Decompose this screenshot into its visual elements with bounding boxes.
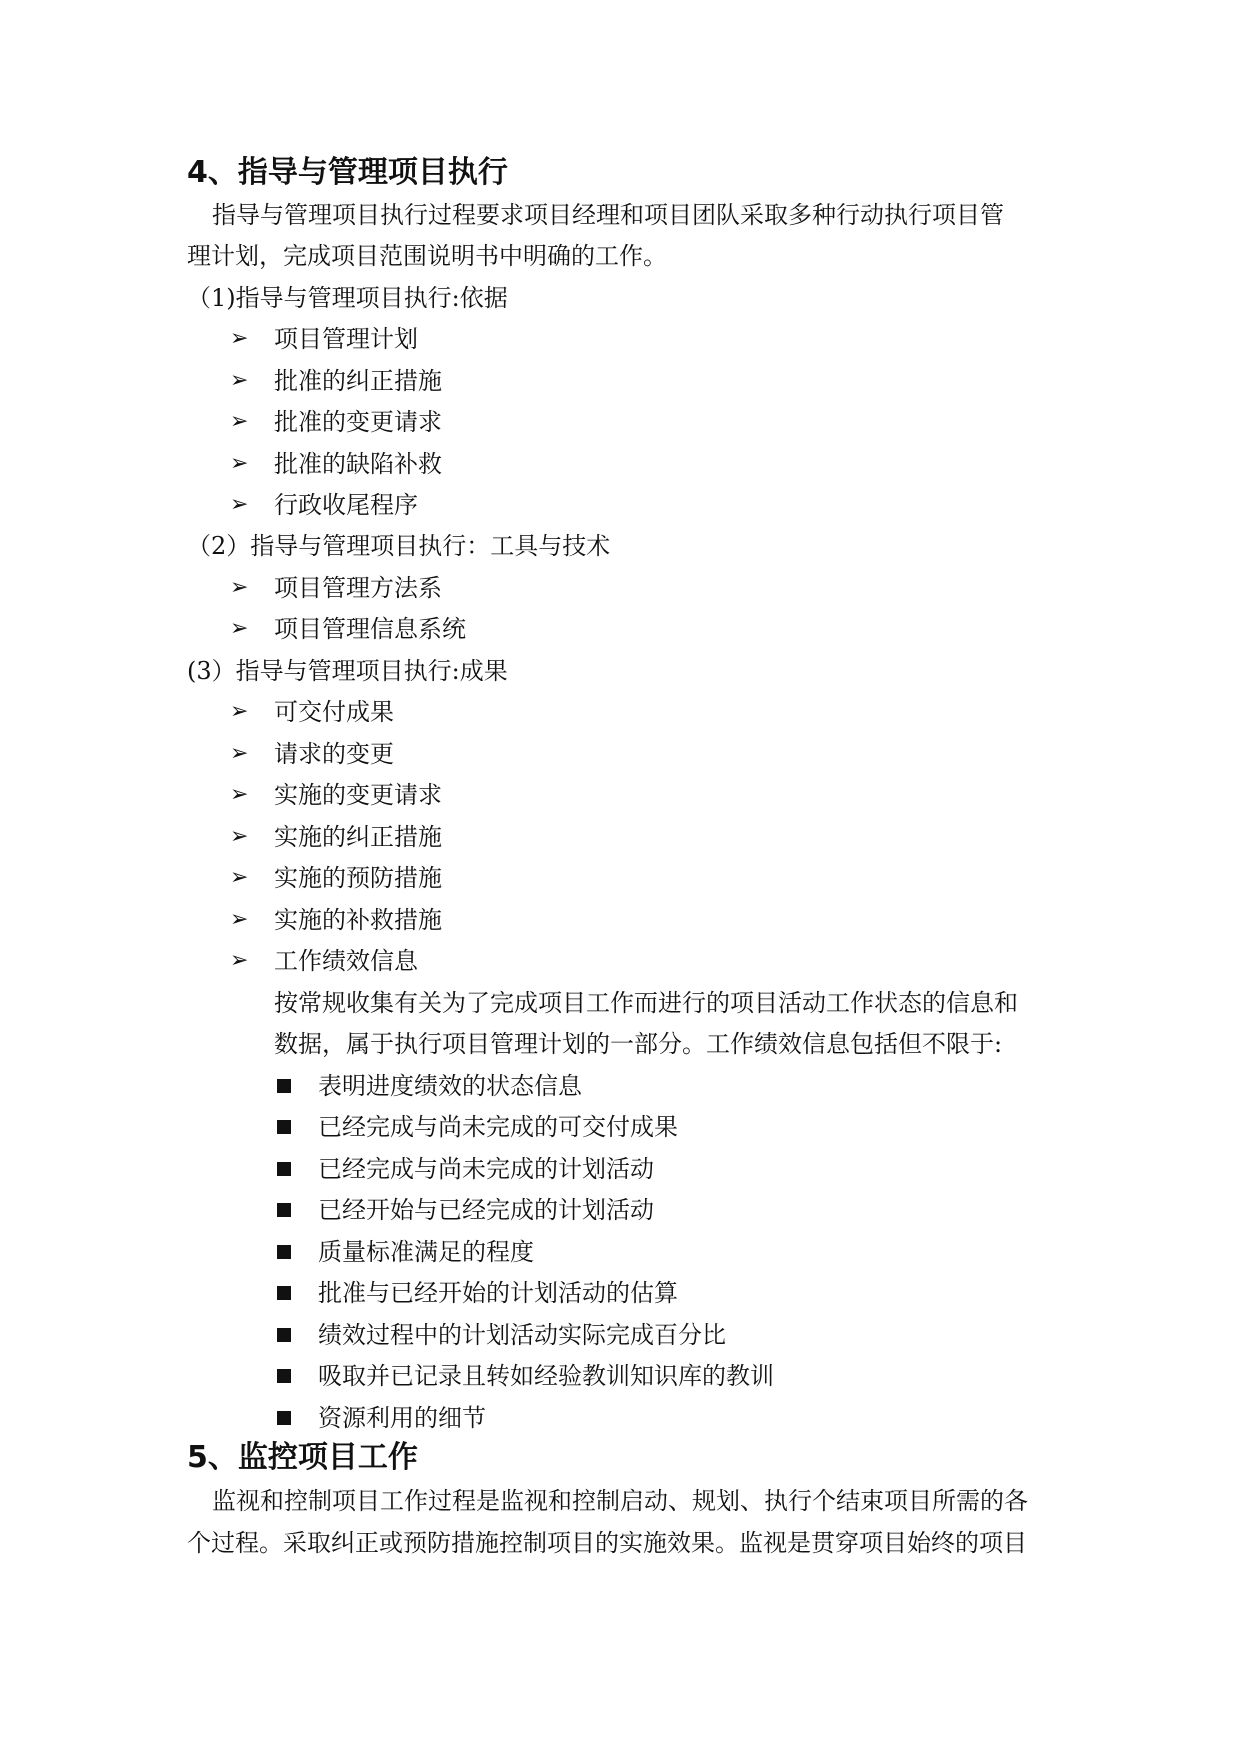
square-bullet-icon: [277, 1162, 291, 1176]
arrow-bullet-icon: ➢: [230, 865, 249, 890]
square-bullet-icon: [277, 1079, 291, 1093]
square-bullet-icon: [277, 1369, 291, 1383]
arrow-bullet-icon: ➢: [230, 492, 249, 517]
list-item: 实施的补救措施: [274, 906, 442, 934]
section-5-heading: 5、监控项目工作: [187, 1440, 418, 1475]
arrow-bullet-icon: ➢: [230, 368, 249, 393]
list-item: 批准的变更请求: [274, 408, 442, 436]
arrow-bullet-icon: ➢: [230, 616, 249, 641]
arrow-bullet-icon: ➢: [230, 824, 249, 849]
square-bullet-icon: [277, 1286, 291, 1300]
bullet-item: 已经完成与尚未完成的可交付成果: [318, 1113, 678, 1141]
arrow-bullet-icon: ➢: [230, 741, 249, 766]
arrow-bullet-icon: ➢: [230, 451, 249, 476]
subsection-2-title: （2）指导与管理项目执行：工具与技术: [187, 532, 611, 560]
list-item: 实施的预防措施: [274, 864, 442, 892]
bullet-item: 已经开始与已经完成的计划活动: [318, 1196, 654, 1224]
square-bullet-icon: [277, 1120, 291, 1134]
arrow-bullet-icon: ➢: [230, 907, 249, 932]
list-item: 可交付成果: [274, 698, 394, 726]
bullet-item: 已经完成与尚未完成的计划活动: [318, 1155, 654, 1183]
arrow-bullet-icon: ➢: [230, 409, 249, 434]
arrow-bullet-icon: ➢: [230, 699, 249, 724]
bullet-item: 资源利用的细节: [318, 1404, 486, 1432]
section-4-intro-line-2: 理计划，完成项目范围说明书中明确的工作。: [187, 242, 667, 270]
list-item: 批准的纠正措施: [274, 367, 442, 395]
section-4-intro-line-1: 指导与管理项目执行过程要求项目经理和项目团队采取多种行动执行项目管: [212, 201, 1004, 229]
list-item: 项目管理信息系统: [274, 615, 466, 643]
list-item: 工作绩效信息: [274, 947, 418, 975]
bullet-item: 批准与已经开始的计划活动的估算: [318, 1279, 678, 1307]
subsection-3-title: (3）指导与管理项目执行:成果: [187, 657, 508, 685]
list-item: 项目管理方法系: [274, 574, 442, 602]
list-item: 项目管理计划: [274, 325, 418, 353]
list-item: 请求的变更: [274, 740, 394, 768]
bullet-item: 绩效过程中的计划活动实际完成百分比: [318, 1321, 726, 1349]
bullet-item: 质量标准满足的程度: [318, 1238, 534, 1266]
arrow-bullet-icon: ➢: [230, 782, 249, 807]
bullet-item: 吸取并已记录且转如经验教训知识库的教训: [318, 1362, 774, 1390]
list-item: 行政收尾程序: [274, 491, 418, 519]
bullet-item: 表明进度绩效的状态信息: [318, 1072, 582, 1100]
subsection-1-title: （1)指导与管理项目执行:依据: [187, 284, 508, 312]
work-performance-desc-line-1: 按常规收集有关为了完成项目工作而进行的项目活动工作状态的信息和: [274, 989, 1018, 1017]
list-item: 批准的缺陷补救: [274, 450, 442, 478]
square-bullet-icon: [277, 1203, 291, 1217]
arrow-bullet-icon: ➢: [230, 326, 249, 351]
section-5-line-1: 监视和控制项目工作过程是监视和控制启动、规划、执行个结束项目所需的各: [212, 1487, 1028, 1515]
arrow-bullet-icon: ➢: [230, 948, 249, 973]
square-bullet-icon: [277, 1245, 291, 1259]
square-bullet-icon: [277, 1411, 291, 1425]
list-item: 实施的纠正措施: [274, 823, 442, 851]
arrow-bullet-icon: ➢: [230, 575, 249, 600]
list-item: 实施的变更请求: [274, 781, 442, 809]
section-5-line-2: 个过程。采取纠正或预防措施控制项目的实施效果。监视是贯穿项目始终的项目: [187, 1529, 1027, 1557]
section-4-heading: 4、指导与管理项目执行: [187, 155, 508, 190]
work-performance-desc-line-2: 数据，属于执行项目管理计划的一部分。工作绩效信息包括但不限于:: [274, 1030, 1003, 1058]
square-bullet-icon: [277, 1328, 291, 1342]
